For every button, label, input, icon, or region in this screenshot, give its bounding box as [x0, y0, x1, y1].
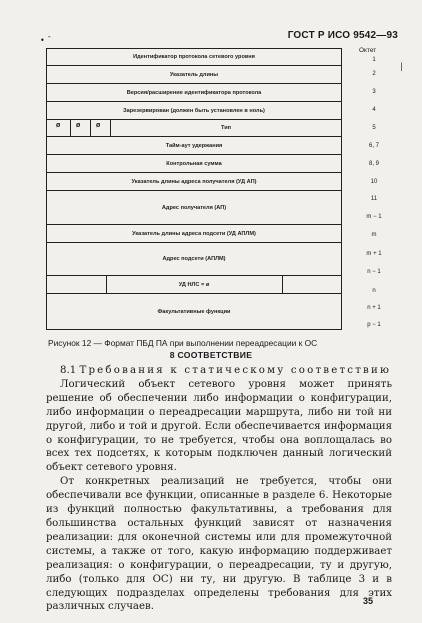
- paragraph: Логический объект сетевого уровня может принять решение об обеспечении либо информации о конфигурации, либо информации о переадресации маршрута, либо ни той ни другой, либо и той и другой. Если обеспечивается информация о конфигурации, то не требуется, чтобы она воплощалась во всех тех подсетях, к которым подключен данный логический объект сетевого уровня.: [46, 378, 392, 474]
- field-destination-address-length: Указатель длины адреса получателя (УД АП): [131, 178, 257, 185]
- octet-number: 2: [372, 71, 376, 77]
- field-network-layer-protocol-id: Идентификатор протокола сетевого уровня: [133, 54, 255, 60]
- figure-caption: Рисунок 12 — Формат ПБД ПА при выполнении переадресации к ОС: [48, 338, 318, 348]
- field-bsnpa-length: УД НЛС = ø: [178, 281, 210, 288]
- octet-number: 1: [372, 57, 376, 63]
- page-number: 35: [363, 596, 374, 606]
- octet-number: n + 1: [367, 305, 381, 311]
- octet-number: 5: [372, 125, 376, 131]
- bit-zero: ø: [56, 122, 61, 129]
- pdu-format-diagram: [46, 48, 342, 330]
- field-holding-time: Тайм-аут удержания: [165, 142, 223, 149]
- octet-column-header: Октет: [359, 47, 377, 54]
- subsection-number: 8.1: [60, 365, 77, 376]
- octet-number: 8, 9: [368, 161, 379, 167]
- subsection-title: Требования к статическому соответствию: [79, 365, 392, 376]
- octet-number: n: [372, 288, 376, 294]
- running-header: ГОСТ Р ИСО 9542—93: [287, 30, 398, 41]
- field-subnetwork-address-length: Указатель длины адреса подсети (УД АПЛМ): [132, 230, 256, 237]
- field-version-extension: Версия/расширение идентификатора протокола: [126, 89, 262, 96]
- scan-mark: |: [400, 62, 403, 71]
- octet-number: 11: [370, 196, 378, 202]
- octet-number: 3: [372, 89, 376, 95]
- bit-zero: ø: [96, 122, 101, 129]
- scan-mark: • ˉ: [40, 36, 52, 45]
- octet-number: m: [371, 232, 377, 238]
- octet-number: 10: [370, 179, 378, 185]
- field-subnetwork-address: Адрес подсети (АПЛМ): [162, 256, 226, 262]
- bit-zero: ø: [76, 122, 81, 129]
- octet-number: p − 1: [367, 322, 381, 328]
- octet-number: n − 1: [367, 269, 381, 275]
- octet-number: m − 1: [366, 214, 382, 220]
- subsection-heading: [46, 364, 392, 378]
- field-checksum: Контрольная сумма: [166, 160, 222, 167]
- octet-number: 6, 7: [368, 143, 379, 149]
- field-length-indicator: Указатель длины: [169, 71, 219, 78]
- field-reserved: Зарезервирован (должен быть установлен в ноль): [123, 107, 265, 114]
- field-type: Тип: [220, 125, 232, 131]
- octet-number: 4: [372, 107, 376, 113]
- paragraph: От конкретных реализаций не требуется, чтобы они обеспечивали все функции, описанные в разделе 6. Некоторые из функций полностью факультативны, а требования для большинства остальных функций зависят от назначения реализации: для оконечной системы или для промежуточной системы, а также от того, какую информацию поддерживает реализация: о конфигурации, о переадресации, ту и другую, либо (только для ОС) ни ту, ни другую. В таблице 3 и в следующих подразделах определены требования для этих различных случаев.: [46, 476, 392, 613]
- field-destination-address: Адрес получателя (АП): [161, 204, 227, 211]
- octet-number: m + 1: [366, 251, 382, 257]
- field-optional-functions: Факультативные функции: [157, 308, 231, 315]
- body-text: [46, 364, 392, 614]
- section-title: 8 СООТВЕТСТВИЕ: [169, 350, 253, 360]
